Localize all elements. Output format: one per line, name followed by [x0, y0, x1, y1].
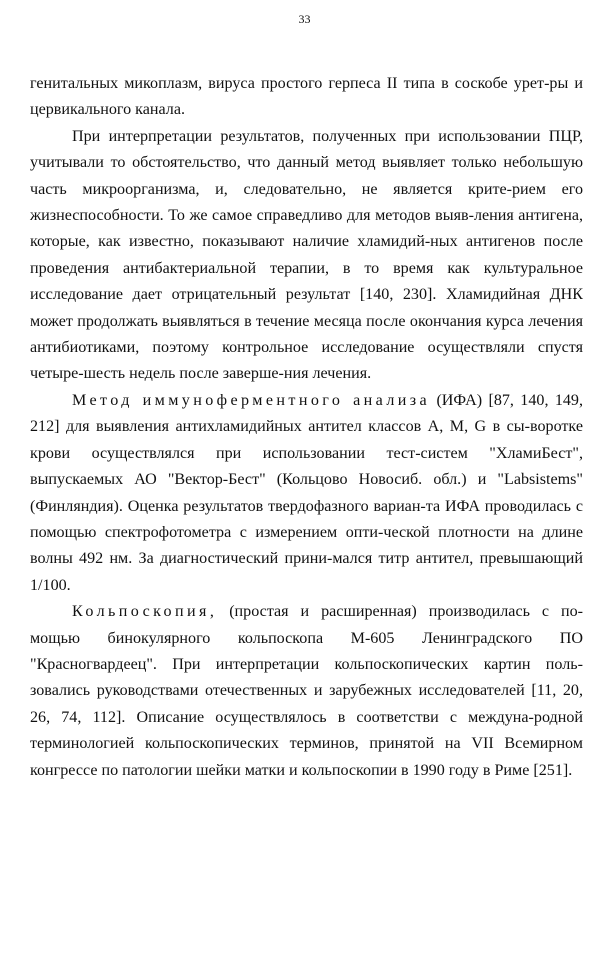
paragraph-colposcopy-method: [30, 599, 583, 784]
method-heading-elisa: Метод иммуноферментного анализа: [72, 391, 431, 409]
paragraph-continuation: генитальных микоплазм, вируса простого герпеса II типа в соскобе урет-ры и цервикального канала.: [30, 75, 583, 119]
paragraph-colposcopy-text: (простая и расширенная) производилась с по-мощью бинокулярного кольпоскопа М-605 Ленинградского ПО "Красногвардеец". При интерпретации кольпоскопических картин поль-зовались руководствами отечественных и зарубежных исследователей [11, 20, 26, 74, 112]. Описание осуществлялось в соответстви с междуна-родной терминологией кольпоскопических терминов, принятой на VII Всемирном конгрессе по патологии шейки матки и кольпоскопии в 1990 году в Риме [251].: [30, 603, 583, 779]
page-number: 33: [298, 12, 311, 26]
method-heading-colposcopy: Кольпоскопия,: [72, 603, 218, 621]
document-body: [30, 71, 583, 784]
paragraph-elisa-method: [30, 388, 583, 599]
paragraph-elisa-text: (ИФА) [87, 140, 149, 212] для выявления антихламидийных антител классов A, M, G в сы-воротке крови осуществлялся при использовании тест-систем "ХламиБест", выпускаемых АО "Вектор-Бест" (Кольцово Новосиб. обл.) и "Labsistems" (Финляндия). Оценка результатов твердофазного вариан-та ИФА проводилась с помощью спектрофотометра с измерением опти-ческой плотности на длине волны 492 нм. За диагностический прини-мался титр антител, превышающий 1/100.: [30, 391, 583, 594]
paragraph-pcr-interpretation: При интерпретации результатов, полученных при использовании ПЦР, учитывали то обстоятельство, что данный метод выявляет только небольшую часть микроорганизма, и, следовательно, не является крите-рием его жизнеспособности. То же самое справедливо для методов выяв-ления антигена, которые, как известно, показывают наличие хламидий-ных антигенов после проведения антибактериальной терапии, в то время как культуральное исследование дает отрицательный результат [140, 230]. Хламидийная ДНК может продолжать выявляться в течение месяца после окончания курса лечения антибиотиками, поэтому контрольное исследование осуществляли спустя четыре-шесть недель после заверше-ния лечения.: [30, 127, 583, 383]
